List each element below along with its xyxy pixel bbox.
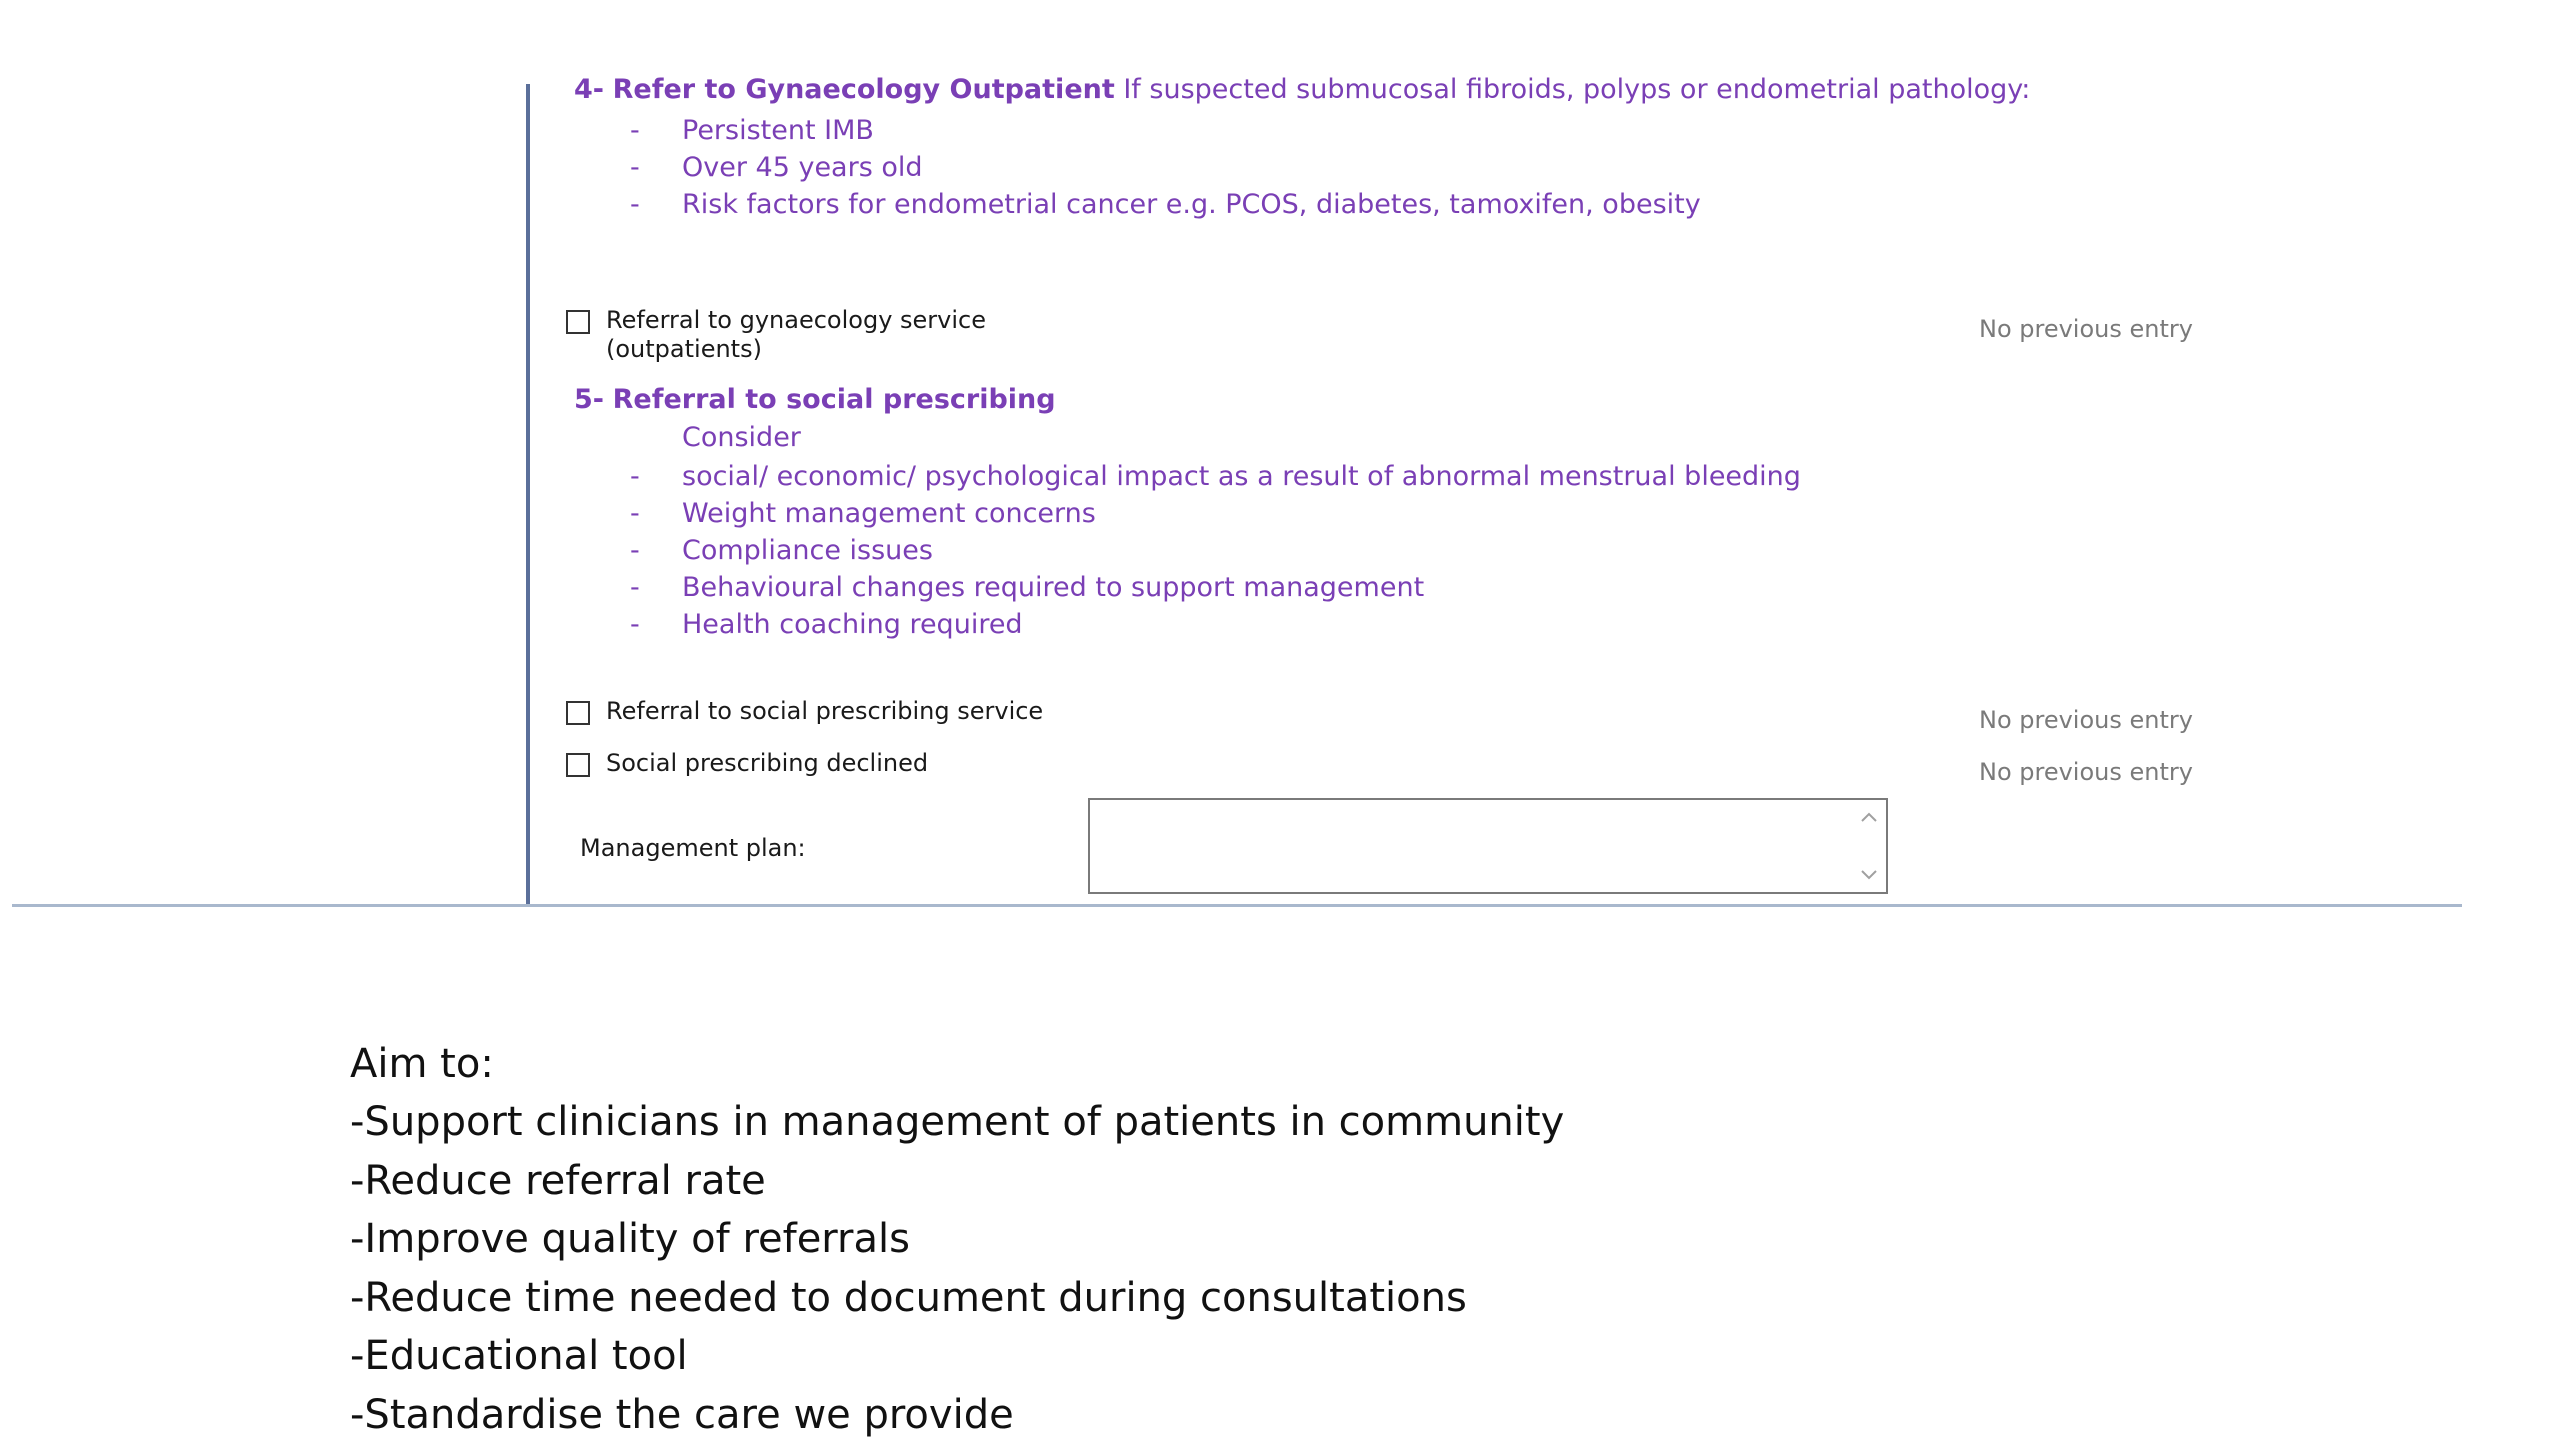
bullet-text: Health coaching required: [682, 609, 1023, 640]
aim-item: -Standardise the care we provide: [350, 1386, 1564, 1444]
list-item: [682, 532, 1801, 569]
bullet-dash: -: [630, 458, 640, 495]
bullet-text: Compliance issues: [682, 535, 933, 566]
management-plan-label: Management plan:: [580, 834, 806, 862]
section-5-bullets: [682, 458, 1801, 643]
section-4-bullets: [682, 112, 1701, 223]
bullet-dash: -: [630, 112, 640, 149]
referral-social-row: [566, 697, 1043, 726]
management-plan-textarea[interactable]: [1090, 800, 1850, 892]
bullet-dash: -: [630, 532, 640, 569]
aim-item: -Improve quality of referrals: [350, 1210, 1564, 1269]
referral-gynae-label: Referral to gynaecology service (outpatients): [606, 306, 986, 364]
bullet-text: social/ economic/ psychological impact as a result of abnormal menstrual bleeding: [682, 461, 1801, 492]
referral-gynae-previous: No previous entry: [1979, 315, 2193, 343]
aim-item: -Reduce time needed to document during consultations: [350, 1269, 1564, 1328]
social-declined-previous: No previous entry: [1979, 758, 2193, 786]
list-item: [682, 606, 1801, 643]
section-4-heading: [574, 74, 2030, 105]
bullet-dash: -: [630, 606, 640, 643]
form-bottom-divider: [12, 904, 2462, 907]
form-left-border: [526, 84, 530, 906]
aims-list: [350, 1093, 1564, 1444]
bullet-dash: -: [630, 569, 640, 606]
section-4-subtitle: If suspected submucosal fibroids, polyps or endometrial pathology:: [1115, 74, 2031, 105]
social-declined-row: [566, 749, 928, 778]
section-4-number: 4-: [574, 74, 604, 105]
bullet-text: Persistent IMB: [682, 115, 874, 146]
bullet-text: Weight management concerns: [682, 498, 1096, 529]
chevron-down-icon[interactable]: [1852, 860, 1886, 890]
referral-social-label: Referral to social prescribing service: [606, 697, 1043, 726]
management-plan-scrollbar[interactable]: [1852, 800, 1886, 892]
list-item: [682, 569, 1801, 606]
list-item: [682, 186, 1701, 223]
bullet-text: Risk factors for endometrial cancer e.g. PCOS, diabetes, tamoxifen, obesity: [682, 189, 1701, 220]
referral-gynae-checkbox[interactable]: [566, 310, 590, 334]
aim-item: -Reduce referral rate: [350, 1152, 1564, 1211]
bullet-text: Over 45 years old: [682, 152, 923, 183]
aims-title: Aim to:: [350, 1035, 1564, 1093]
section-5-heading: [574, 384, 1056, 415]
section-5-title: Referral to social prescribing: [613, 384, 1056, 415]
referral-gynae-row: [566, 306, 986, 364]
aim-item: -Support clinicians in management of patients in community: [350, 1093, 1564, 1152]
bullet-dash: -: [630, 186, 640, 223]
list-item: [682, 458, 1801, 495]
management-plan-box: [1088, 798, 1888, 894]
referral-social-previous: No previous entry: [1979, 706, 2193, 734]
section-5-consider: Consider: [682, 422, 801, 453]
bullet-dash: -: [630, 495, 640, 532]
list-item: [682, 495, 1801, 532]
chevron-up-icon[interactable]: [1852, 802, 1886, 832]
section-5-number: 5-: [574, 384, 604, 415]
list-item: [682, 112, 1701, 149]
aim-item: -Educational tool: [350, 1327, 1564, 1386]
aims-section: [350, 1035, 1564, 1444]
list-item: [682, 149, 1701, 186]
referral-social-checkbox[interactable]: [566, 701, 590, 725]
social-declined-checkbox[interactable]: [566, 753, 590, 777]
bullet-dash: -: [630, 149, 640, 186]
bullet-text: Behavioural changes required to support management: [682, 572, 1424, 603]
social-declined-label: Social prescribing declined: [606, 749, 928, 778]
section-4-title: Refer to Gynaecology Outpatient: [613, 74, 1115, 105]
